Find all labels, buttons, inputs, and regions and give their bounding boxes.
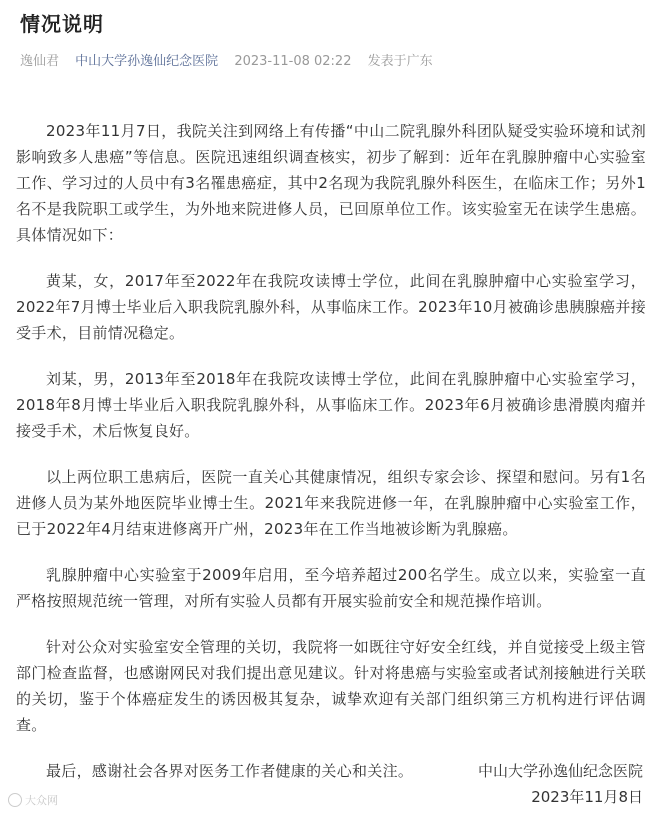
publish-location: 发表于广东 bbox=[367, 54, 433, 69]
author-name[interactable]: 逸仙君 bbox=[20, 54, 60, 69]
signature-org: 中山大学孙逸仙纪念医院 bbox=[477, 762, 643, 780]
watermark-text: 大众网 bbox=[25, 794, 58, 807]
paragraph: 针对公众对实验室安全管理的关切，我院将一如既往守好安全红线，并自觉接受上级主管部门检查监督，也感谢网民对我们提出意见建议。针对将患癌与实验室或者试剂接触进行关联的关切，鉴于个体癌症发生的诱因极其复杂，诚挚欢迎有关部门组织第三方机构进行评估调查。 bbox=[16, 638, 646, 734]
article-meta bbox=[20, 50, 445, 69]
paragraph: 以上两位职工患病后，医院一直关心其健康情况，组织专家会诊、探望和慰问。另有1名进修人员为某外地医院毕业博士生。2021年来我院进修一年，在乳腺肿瘤中心实验室工作，已于2022年4月结束进修离开广州，2023年在工作当地被诊断为乳腺癌。 bbox=[16, 468, 646, 538]
paragraph: 最后，感谢社会各界对医务工作者健康的关心和关注。 bbox=[46, 762, 414, 780]
watermark bbox=[8, 792, 58, 808]
paragraph: 乳腺肿瘤中心实验室于2009年启用，至今培养超过200名学生。成立以来，实验室一直严格按照规范统一管理，对所有实验人员都有开展实验前安全和规范操作培训。 bbox=[16, 566, 646, 610]
paragraph: 刘某，男，2013年至2018年在我院攻读博士学位，此间在乳腺肿瘤中心实验室学习，2018年8月博士毕业后入职我院乳腺外科，从事临床工作。2023年6月被确诊患滑膜肉瘤并接受手术，术后恢复良好。 bbox=[16, 370, 646, 440]
paragraph: 2023年11月7日，我院关注到网络上有传播“中山二院乳腺外科团队疑受实验环境和试剂影响致多人患癌”等信息。医院迅速组织调查核实，初步了解到：近年在乳腺肿瘤中心实验室工作、学习过的人员中有3名罹患癌症，其中2名现为我院乳腺外科医生，在临床工作；另外1名不是我院职工或学生，为外地来院进修人员，已回原单位工作。该实验室无在读学生患癌。具体情况如下： bbox=[16, 122, 646, 244]
article-body bbox=[16, 118, 646, 804]
watermark-icon bbox=[8, 793, 22, 807]
publish-time: 2023-11-08 02:22 bbox=[234, 54, 352, 69]
paragraph: 黄某，女，2017年至2022年在我院攻读博士学位，此间在乳腺肿瘤中心实验室学习，2022年7月博士毕业后入职我院乳腺外科，从事临床工作。2023年10月被确诊患胰腺癌并接受手术，目前情况稳定。 bbox=[16, 272, 646, 342]
page-title: 情况说明 bbox=[20, 12, 104, 36]
signature-date: 2023年11月8日 bbox=[531, 788, 643, 806]
account-link[interactable]: 中山大学孙逸仙纪念医院 bbox=[75, 54, 219, 69]
